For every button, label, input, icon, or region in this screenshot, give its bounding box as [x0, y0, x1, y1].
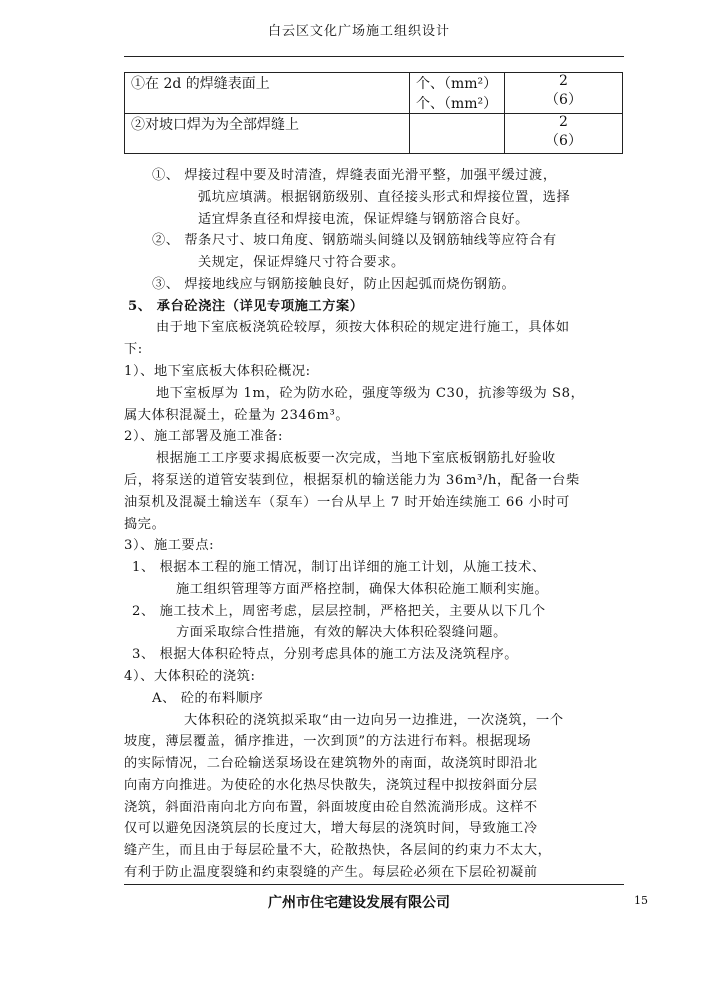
body-line: 坡度，薄层覆盖，循序推进，一次到顶”的方法进行布料。根据现场: [124, 734, 532, 749]
body-line: 关规定，保证焊缝尺寸符合要求。: [198, 255, 405, 270]
body-line: 缝产生，而且由于每层砼量不大，砼散热快，各层间的约束力不太大，: [124, 843, 552, 858]
page-number: 15: [634, 894, 648, 907]
table-cell-item: [125, 73, 410, 114]
cell-line: （6）: [545, 92, 582, 108]
table-cell-unit: [410, 73, 505, 114]
cell-line: 个、（mm²）: [416, 96, 498, 112]
footer-company: 广州市住宅建设发展有限公司: [268, 895, 450, 911]
body-line: 有利于防止温度裂缝和约束裂缝的产生。每层砼必须在下层砼初凝前: [124, 865, 538, 880]
body-line: ①、 焊接过程中要及时清渣，焊缝表面光滑平整，加强平缓过渡，: [152, 168, 557, 183]
body-line: 的实际情况，二台砼输送泵场设在建筑物外的南面，故浇筑时即沿北: [124, 756, 538, 771]
cell-line: （6）: [545, 133, 582, 149]
body-line: 大体积砼的浇筑拟采取“由一边向另一边推进，一次浇筑，一个: [184, 713, 564, 728]
body-line: 适宜焊条直径和焊接电流，保证焊缝与钢筋溶合良好。: [198, 212, 529, 227]
footer-rule: [124, 884, 624, 885]
body-line: 2、 施工技术上，周密考虑，层层控制，严格把关，主要从以下几个: [132, 604, 546, 619]
body-line: A、 砼的布料顺序: [152, 691, 264, 706]
subsection-heading: 2）、施工部署及施工准备:: [124, 429, 284, 444]
cell-line: ②对坡口焊为为全部焊缝上: [131, 117, 299, 133]
cell-line: [416, 133, 498, 152]
cell-line: ①在 2d 的焊缝表面上: [131, 76, 270, 92]
cell-line: 2: [559, 114, 568, 130]
body-line: 油泵机及混凝土输送车（泵车）一台从早上 7 时开始连续施工 66 小时可: [124, 495, 570, 510]
body-line: 施工组织管理等方面严格控制，确保大体积砼施工顺利实施。: [176, 582, 549, 597]
body-line: 向南方向推进。为使砼的水化热尽快散失，浇筑过程中拟按斜面分层: [124, 778, 538, 793]
subsection-heading: 4）、大体积砼的浇筑:: [124, 669, 256, 684]
table-row: [125, 114, 623, 154]
table-cell-value: [505, 73, 623, 114]
section-heading: 5、 承台砼浇注（详见专项施工方案）: [128, 299, 364, 314]
cell-line: [416, 114, 498, 133]
cell-line: 个、（mm²）: [416, 76, 498, 92]
weld-inspection-table: [124, 72, 623, 154]
body-line: 地下室板厚为 1m，砼为防水砼，强度等级为 C30，抗渗等级为 S8，: [156, 386, 585, 401]
table-cell-value: [505, 114, 623, 154]
body-line: 1、 根据本工程的施工情况，制订出详细的施工计划，从施工技术、: [132, 560, 546, 575]
body-line: 方面采取综合性措施，有效的解决大体积砼裂缝问题。: [176, 625, 507, 640]
body-line: 属大体积混凝土，砼量为 2346m³。: [124, 408, 350, 423]
body-line: ③、 焊接地线应与钢筋接触良好，防止因起弧而烧伤钢筋。: [152, 277, 516, 292]
body-line: 后，将泵送的道管安装到位，根据泵机的输送能力为 36m³/h，配备一台柴: [124, 473, 580, 488]
header-rule: [124, 56, 624, 57]
body-line: 浇筑，斜面沿南向北方向布置，斜面坡度由砼自然流淌形成。这样不: [124, 800, 538, 815]
body-line: 由于地下室底板浇筑砼较厚，须按大体积砼的规定进行施工，具体如: [156, 320, 570, 335]
body-line: 仅可以避免因浇筑层的长度过大，增大每层的浇筑时间，导致施工冷: [124, 821, 538, 836]
cell-line: [131, 134, 403, 153]
body-line: 弧坑应填满。根据钢筋级别、直径接头形式和焊接位置，选择: [198, 190, 571, 205]
subsection-heading: 1）、地下室底板大体积砼概况:: [124, 364, 311, 379]
body-line: 3、 根据大体积砼特点，分别考虑具体的施工方法及浇筑程序。: [132, 647, 519, 662]
table-cell-item: [125, 114, 410, 154]
table-row: [125, 73, 623, 114]
subsection-heading: 3）、施工要点:: [124, 538, 215, 553]
body-line: 根据施工工序要求揭底板要一次完成，当地下室底板钢筋扎好验收: [156, 451, 556, 466]
cell-line: [131, 93, 403, 112]
cell-line: 2: [559, 73, 568, 89]
body-line: ②、 帮条尺寸、坡口角度、钢筋端头间缝以及钢筋轴线等应符合有: [152, 233, 557, 248]
body-line: 捣完。: [124, 517, 166, 532]
table-cell-unit: [410, 114, 505, 154]
body-line: 下:: [124, 342, 143, 357]
page-header-title: 白云区文化广场施工组织设计: [267, 24, 450, 39]
